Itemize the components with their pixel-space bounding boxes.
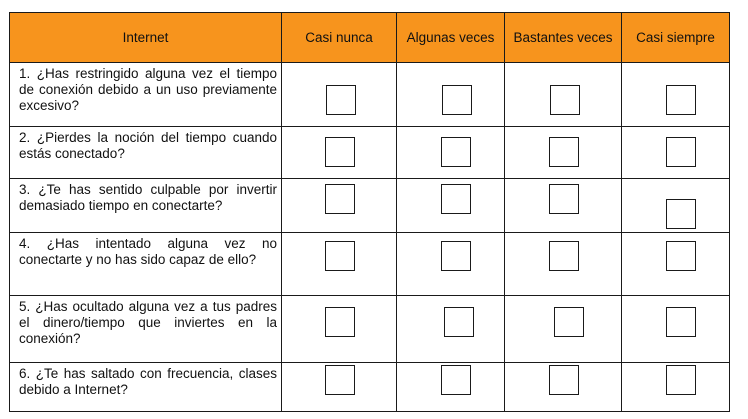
answer-cell-bastantes-veces [505,363,622,412]
answer-cell-algunas-veces [397,296,505,363]
header-topic: Internet [10,13,282,63]
question-row-6 [10,363,730,412]
checkbox-q6-algunas-veces[interactable] [441,365,471,395]
checkbox-q6-casi-nunca[interactable] [325,365,355,395]
answer-cell-casi-siempre [622,63,730,127]
question-text: 5. ¿Has ocultado alguna vez a tus padres el dinero/tiempo que inviertes en la conexión? [10,296,282,363]
answer-cell-casi-siempre [622,127,730,179]
checkbox-q6-bastantes-veces[interactable] [549,365,579,395]
answer-cell-casi-siempre [622,233,730,296]
checkbox-q1-casi-nunca[interactable] [326,85,356,115]
question-text: 2. ¿Pierdes la noción del tiempo cuando estás conectado? [10,127,282,179]
answer-cell-bastantes-veces [505,179,622,233]
question-row-4 [10,233,730,296]
question-text: 1. ¿Has restringido alguna vez el tiempo de conexión debido a un uso previamente excesivo? [10,63,282,127]
answer-cell-bastantes-veces [505,127,622,179]
question-row-3 [10,179,730,233]
checkbox-q5-bastantes-veces[interactable] [554,307,584,337]
answer-cell-algunas-veces [397,127,505,179]
answer-cell-bastantes-veces [505,63,622,127]
internet-questionnaire-table [9,12,730,412]
header-algunas-veces: Algunas veces [397,13,505,63]
answer-cell-casi-nunca [282,233,397,296]
checkbox-q1-casi-siempre[interactable] [666,85,696,115]
checkbox-q2-bastantes-veces[interactable] [549,137,579,167]
answer-cell-casi-nunca [282,296,397,363]
header-bastantes-veces: Bastantes veces [505,13,622,63]
checkbox-q5-algunas-veces[interactable] [444,307,474,337]
question-text: 6. ¿Te has saltado con frecuencia, clases debido a Internet? [10,363,282,412]
question-row-2 [10,127,730,179]
questionnaire [9,12,730,412]
answer-cell-casi-nunca [282,63,397,127]
checkbox-q2-casi-nunca[interactable] [325,137,355,167]
checkbox-q2-casi-siempre[interactable] [666,137,696,167]
question-row-5 [10,296,730,363]
header-casi-nunca: Casi nunca [282,13,397,63]
checkbox-q4-bastantes-veces[interactable] [549,241,579,271]
checkbox-q6-casi-siempre[interactable] [666,365,696,395]
checkbox-q3-casi-siempre[interactable] [666,199,696,229]
answer-cell-casi-nunca [282,363,397,412]
answer-cell-casi-siempre [622,179,730,233]
header-row [10,13,730,63]
header-casi-siempre: Casi siempre [622,13,730,63]
checkbox-q3-algunas-veces[interactable] [441,184,471,214]
checkbox-q4-casi-siempre[interactable] [666,241,696,271]
checkbox-q2-algunas-veces[interactable] [441,137,471,167]
answer-cell-casi-siempre [622,363,730,412]
answer-cell-casi-nunca [282,127,397,179]
checkbox-q1-algunas-veces[interactable] [442,85,472,115]
answer-cell-algunas-veces [397,63,505,127]
answer-cell-algunas-veces [397,363,505,412]
checkbox-q4-casi-nunca[interactable] [325,241,355,271]
answer-cell-casi-siempre [622,296,730,363]
question-row-1 [10,63,730,127]
answer-cell-bastantes-veces [505,233,622,296]
answer-cell-algunas-veces [397,233,505,296]
answer-cell-casi-nunca [282,179,397,233]
answer-cell-algunas-veces [397,179,505,233]
checkbox-q3-bastantes-veces[interactable] [549,184,579,214]
checkbox-q3-casi-nunca[interactable] [325,184,355,214]
question-text: 3. ¿Te has sentido culpable por invertir demasiado tiempo en conectarte? [10,179,282,233]
answer-cell-bastantes-veces [505,296,622,363]
checkbox-q1-bastantes-veces[interactable] [550,85,580,115]
question-text: 4. ¿Has intentado alguna vez no conectarte y no has sido capaz de ello? [10,233,282,296]
checkbox-q5-casi-nunca[interactable] [325,307,355,337]
checkbox-q5-casi-siempre[interactable] [666,307,696,337]
checkbox-q4-algunas-veces[interactable] [441,241,471,271]
